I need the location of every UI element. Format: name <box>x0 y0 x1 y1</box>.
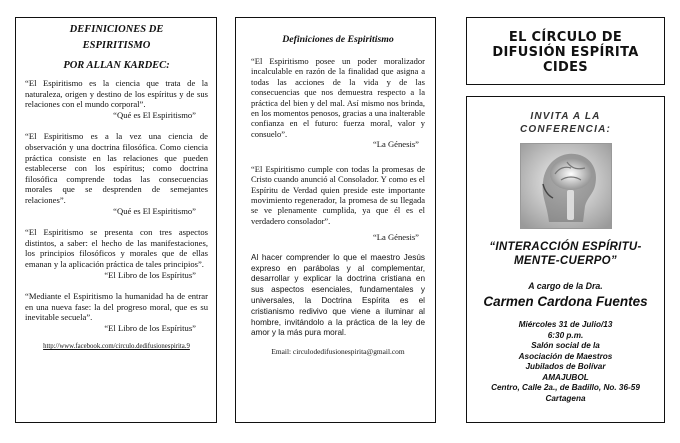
event-details <box>467 320 664 404</box>
quote-1-source: “Qué es El Espiritismo” <box>113 109 196 120</box>
quote-5-source: “La Génesis” <box>372 139 419 150</box>
panel-definiciones <box>235 17 436 423</box>
brand-line2: DIFUSIÓN ESPÍRITA <box>492 45 639 60</box>
facebook-link[interactable]: http://www.facebook.com/circulo.dedifusionespirita.9 <box>43 343 190 351</box>
talk-line2: MENTE-CUERPO” <box>514 254 617 267</box>
event-address: Centro, Calle 2a., de Badillo, No. 36-59 <box>491 383 640 392</box>
invite-line1: INVITA A LA <box>530 111 601 122</box>
quote-2: “El Espiritismo es a la vez una ciencia de observación y una doctrina filosófica. Como ciencia práctica consiste en las relaciones que pueden establecerse con los espíritus; como doctrina filosófica comprende todas las consecuencias morales que se desprenden de semejantes relaciones”. <box>25 131 208 205</box>
event-venue-line4: AMAJUBOL <box>542 372 589 382</box>
event-venue-line1: Salón social de la <box>531 341 600 350</box>
quote-6: “El Espiritismo cumple con todas la promesas de Cristo cuando anunció al Consolador. Y como es el Espíritu de Verdad quien preside este importante movimiento regenerador, la promesa de su llegada se ve plenamente cumplida, ya que él es el verdadero consolador”. <box>251 163 425 226</box>
brand-box <box>466 17 665 85</box>
quote-4-source: “El Libro de los Espíritus” <box>104 322 196 333</box>
brand-title <box>467 18 664 75</box>
quote-4: “Mediante el Espiritismo la humanidad ha de entrar en una nueva fase: la del progreso moral, que es su inevitable secuela”. <box>25 291 208 323</box>
brand-line1: EL CÍRCULO DE <box>508 30 623 45</box>
talk-title <box>467 241 664 268</box>
speaker-name: Carmen Cardona Fuentes <box>483 294 648 309</box>
email-address[interactable]: Email: circulodedifusionespirita@gmail.com <box>271 347 405 357</box>
quote-1: “El Espiritismo es la ciencia que trata de la naturaleza, origen y destino de los espíritus y de sus relaciones con el mundo corporal”. <box>25 78 208 110</box>
event-time: 6:30 p.m. <box>547 330 584 340</box>
brand-line3: CIDES <box>543 60 588 75</box>
panel-definiciones-kardec <box>15 17 217 423</box>
panel2-title: Definiciones de Espiritismo <box>282 34 394 45</box>
quote-2-source: “Qué es El Espiritismo” <box>113 205 196 216</box>
talk-line1: “INTERACCIÓN ESPÍRITU- <box>489 241 642 253</box>
quote-3-source: “El Libro de los Espíritus” <box>104 269 196 280</box>
event-venue-line2: Asociación de Maestros <box>518 351 613 361</box>
quote-3: “El Espiritismo se presenta con tres aspectos distintos, a saber: el hecho de las manifestaciones, los principios filosóficos y morales que de ellas emanan y la aplicación práctica de tales principios”. <box>25 227 208 269</box>
event-city: Cartagena <box>545 393 586 403</box>
speaker-intro: A cargo de la Dra. <box>528 281 603 291</box>
event-venue-line3: Jubilados de Bolívar <box>525 362 606 371</box>
panel1-author: POR ALLAN KARDEC: <box>63 60 170 71</box>
panel1-title-line1: DEFINICIONES DE <box>69 24 164 35</box>
head-brain-xray-icon <box>520 143 612 229</box>
event-date: Miércoles 31 de Julio/13 <box>518 320 613 329</box>
quote-5: “El Espiritismo posee un poder moralizador incalculable en razón de la finalidad que asigna a todas las acciones de la vida y de las consecuencias que nos demuestra respecto a la práctica del bien y del mal. Así mismo nos brinda, en los momentos penosos, gracias a una inalterable confianza en el futuro: fuerza moral, valor y consuelo”. <box>251 56 425 139</box>
doctrine-paragraph: Al hacer comprender lo que el maestro Jesús expreso en parábolas y al complementar, desarrollar y explicar la doctrina cristiana en sus aspectos esenciales, fundamentales y universales, la Doctrina Espírita es el cristianismo redivivo que viene a iluminar al hombre, invitándolo a la práctica de la ley de amor y la más pura moral. <box>251 252 425 338</box>
panel1-title-line2: ESPIRITISMO <box>82 40 151 51</box>
invite-heading <box>467 111 664 136</box>
invitation-box <box>466 96 665 423</box>
head-xray-image <box>521 144 611 228</box>
invite-line2: CONFERENCIA: <box>519 123 612 135</box>
quote-6-source: “La Génesis” <box>372 232 419 243</box>
